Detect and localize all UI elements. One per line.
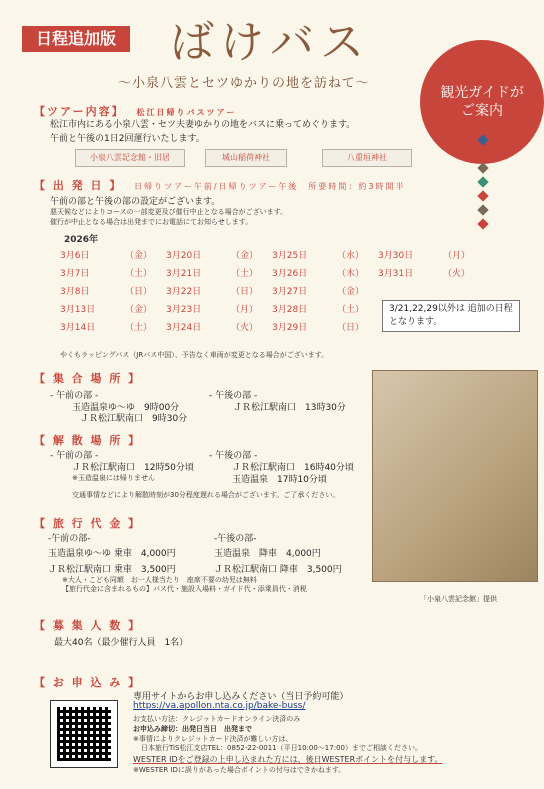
fee-am-2: ＪＲ松江駅南口 乗車 3,500円 <box>48 565 176 575</box>
page-subtitle: 〜小泉八雲とセツゆかりの地を訪ねて〜 <box>118 76 370 91</box>
schedule-date <box>378 266 484 279</box>
apply-line1: 専用サイトからお申し込みください（当日予約可能） <box>133 692 349 702</box>
meeting-heading: 【 集 合 場 所 】 <box>34 372 142 385</box>
capacity-heading: 【 募 集 人 数 】 <box>34 619 142 632</box>
schedule-date-day: 3月20日 <box>166 251 202 261</box>
schedule-date-weekday: （金） <box>124 251 152 261</box>
schedule-date-weekday: （日） <box>230 287 258 297</box>
place-box-3: 八重垣神社 <box>322 149 412 167</box>
apply-wester: WESTER IDをご登録の上申し込まれた方には、後日WESTERポイントを付与します。 <box>133 755 443 764</box>
schedule-date-weekday: （金） <box>336 287 364 297</box>
schedule-date-weekday: （水） <box>336 251 364 261</box>
schedule-date-weekday: （日） <box>124 287 152 297</box>
schedule-date <box>272 284 378 297</box>
fee-note-2: 【旅行代金に含まれるもの】バス代・施設入場料・ガイド代・添乗員代・消税 <box>62 585 307 593</box>
schedule-date-day: 3月26日 <box>272 269 308 279</box>
guide-circle-line2: ご案内 <box>461 103 503 119</box>
schedule-date-weekday: （火） <box>230 323 258 333</box>
dismissal-pm-2: 玉造温泉 17時10分頃 <box>232 475 327 485</box>
schedule-row <box>60 320 378 333</box>
schedule-row <box>60 248 484 261</box>
schedule-date-weekday: （土） <box>230 269 258 279</box>
fee-pm-2: ＪＲ松江駅南口 降車 3,500円 <box>214 565 342 575</box>
schedule-date-weekday: （火） <box>442 269 470 279</box>
dismissal-pm-label: - 午後の部 - <box>209 451 258 461</box>
schedule-row <box>60 284 378 297</box>
schedule-date-day: 3月23日 <box>166 305 202 315</box>
capacity-text: 最大40名（最少催行人員 1名） <box>54 638 189 648</box>
decorative-diamonds <box>477 130 489 234</box>
schedule-date <box>60 302 166 315</box>
schedule-date-day: 3月7日 <box>60 269 90 279</box>
schedule-date-day: 3月25日 <box>272 251 308 261</box>
added-dates-note: 3/21,22,29以外は 追加の日程となります。 <box>382 300 520 332</box>
schedule-date-day: 3月31日 <box>378 269 414 279</box>
schedule-row <box>60 302 378 315</box>
schedule-date <box>60 266 166 279</box>
apply-heading: 【 お 申 込 み 】 <box>34 676 142 689</box>
departure-line3: 催行が中止となる場合は出発までにお電話にてお知らせします。 <box>50 218 253 226</box>
historical-photo <box>372 370 538 582</box>
tour-line2: 午前と午後の1日2回運行いたします。 <box>50 134 205 144</box>
schedule-date <box>272 302 378 315</box>
dismissal-pm-1: ＪＲ松江駅南口 16時40分頃 <box>232 463 354 473</box>
bus-note: やくもラッピングバス（JRバス中国）、予告なく車両が変更となる場合がございます。 <box>60 351 329 359</box>
place-box-1: 小泉八雲記念館・旧居 <box>75 149 185 167</box>
fee-heading: 【 旅 行 代 金 】 <box>34 517 142 530</box>
apply-note-2: 日本旅行TiS松江支店TEL：0852-22-0011（平日10:00〜17:00）までご相談ください。 <box>141 744 422 752</box>
photo-credit: 「小泉八雲記念館」提供 <box>420 595 497 603</box>
schedule-date <box>166 266 272 279</box>
dismissal-am-label: - 午前の部 - <box>50 451 99 461</box>
schedule-date-day: 3月27日 <box>272 287 308 297</box>
guide-circle-line1: 観光ガイドが <box>440 85 524 101</box>
tour-line1: 松江市内にある小泉八雲・セツ夫妻ゆかりの地をバスに乗ってめぐります。 <box>50 120 356 130</box>
schedule-date-weekday: （月） <box>442 251 470 261</box>
fee-pm-label: -午後の部- <box>214 534 257 544</box>
fee-note-1: ※大人・こども同額 お一人様当たり 座席不要の幼児は無料 <box>62 576 257 584</box>
schedule-date-day: 3月14日 <box>60 323 96 333</box>
edition-badge: 日程追加版 <box>22 26 130 52</box>
tour-heading-label: 【ツアー内容】 <box>34 105 125 118</box>
schedule-date <box>166 248 272 261</box>
schedule-date-weekday: （金） <box>230 251 258 261</box>
apply-url-link[interactable]: https://va.apollon.nta.co.jp/bake-buss/ <box>133 701 306 711</box>
dismissal-am-2: ※玉造温泉には帰りません <box>72 474 155 482</box>
place-box-2: 城山稲荷神社 <box>205 149 287 167</box>
schedule-date <box>166 284 272 297</box>
tour-tag: 松江日帰りバスツアー <box>136 108 237 117</box>
schedule-date-day: 3月30日 <box>378 251 414 261</box>
fee-pm-1: 玉造温泉 降車 4,000円 <box>214 549 321 559</box>
qr-code[interactable] <box>50 700 118 768</box>
schedule-date <box>60 284 166 297</box>
departure-line1: 午前の部と午後の部の設定がございます。 <box>50 197 221 207</box>
schedule-date <box>166 302 272 315</box>
departure-line2: 悪天候などによりコースの一部変更及び催行中止となる場合がございます。 <box>50 208 288 216</box>
departure-tag: 日帰りツアー午前/日帰りツアー午後 所要時間：約3時間半 <box>134 182 406 191</box>
schedule-date-day: 3月24日 <box>166 323 202 333</box>
schedule-date-day: 3月22日 <box>166 287 202 297</box>
schedule-date <box>272 266 378 279</box>
meeting-am-2: ＪＲ松江駅南口 9時30分 <box>80 414 188 424</box>
page-title: ばけバス <box>170 17 370 68</box>
schedule-date <box>166 320 272 333</box>
schedule-date <box>272 248 378 261</box>
schedule-date-day: 3月8日 <box>60 287 90 297</box>
apply-wester-note: ※WESTER IDに誤りがあった場合ポイントの付与はできかねます。 <box>133 766 346 774</box>
schedule-date <box>60 248 166 261</box>
schedule-date-weekday: （木） <box>336 269 364 279</box>
dismissal-heading: 【 解 散 場 所 】 <box>34 434 142 447</box>
schedule-date <box>272 320 378 333</box>
apply-note-1: ※事情によりクレジットカード決済が難しい方は、 <box>133 735 293 743</box>
apply-payment: お支払い方法：クレジットカードオンライン決済のみ <box>133 715 301 723</box>
schedule-date-day: 3月29日 <box>272 323 308 333</box>
schedule-row <box>60 266 484 279</box>
schedule-date-weekday: （日） <box>336 323 364 333</box>
schedule-date-weekday: （土） <box>124 323 152 333</box>
dismissal-note: 交通事情などにより解散時刻が30分程度遅れる場合がございます。ご了承ください。 <box>72 491 340 499</box>
schedule-date <box>60 320 166 333</box>
dismissal-am-1: ＪＲ松江駅南口 12時50分頃 <box>72 463 194 473</box>
fee-am-label: -午前の部- <box>48 534 91 544</box>
schedule-date-day: 3月6日 <box>60 251 90 261</box>
departure-heading-label: 【 出 発 日 】 <box>34 179 123 192</box>
meeting-am-label: - 午前の部 - <box>50 391 99 401</box>
schedule-date-weekday: （金） <box>124 305 152 315</box>
schedule-date-weekday: （土） <box>124 269 152 279</box>
schedule-year: 2026年 <box>64 235 99 245</box>
fee-am-1: 玉造温泉ゆ〜ゆ 乗車 4,000円 <box>48 549 176 559</box>
schedule-date-weekday: （土） <box>336 305 364 315</box>
meeting-pm-1: ＪＲ松江駅南口 13時30分 <box>233 403 346 413</box>
schedule-date-day: 3月13日 <box>60 305 96 315</box>
apply-deadline: お申込み締切：出発日当日 出発まで <box>133 725 252 733</box>
schedule-date-day: 3月28日 <box>272 305 308 315</box>
meeting-pm-label: - 午後の部 - <box>209 391 258 401</box>
schedule-date-weekday: （月） <box>230 305 258 315</box>
schedule-date <box>378 248 484 261</box>
departure-heading <box>34 177 405 193</box>
meeting-am-1: 玉造温泉ゆ〜ゆ 9時00分 <box>72 403 180 413</box>
schedule-date-day: 3月21日 <box>166 269 202 279</box>
